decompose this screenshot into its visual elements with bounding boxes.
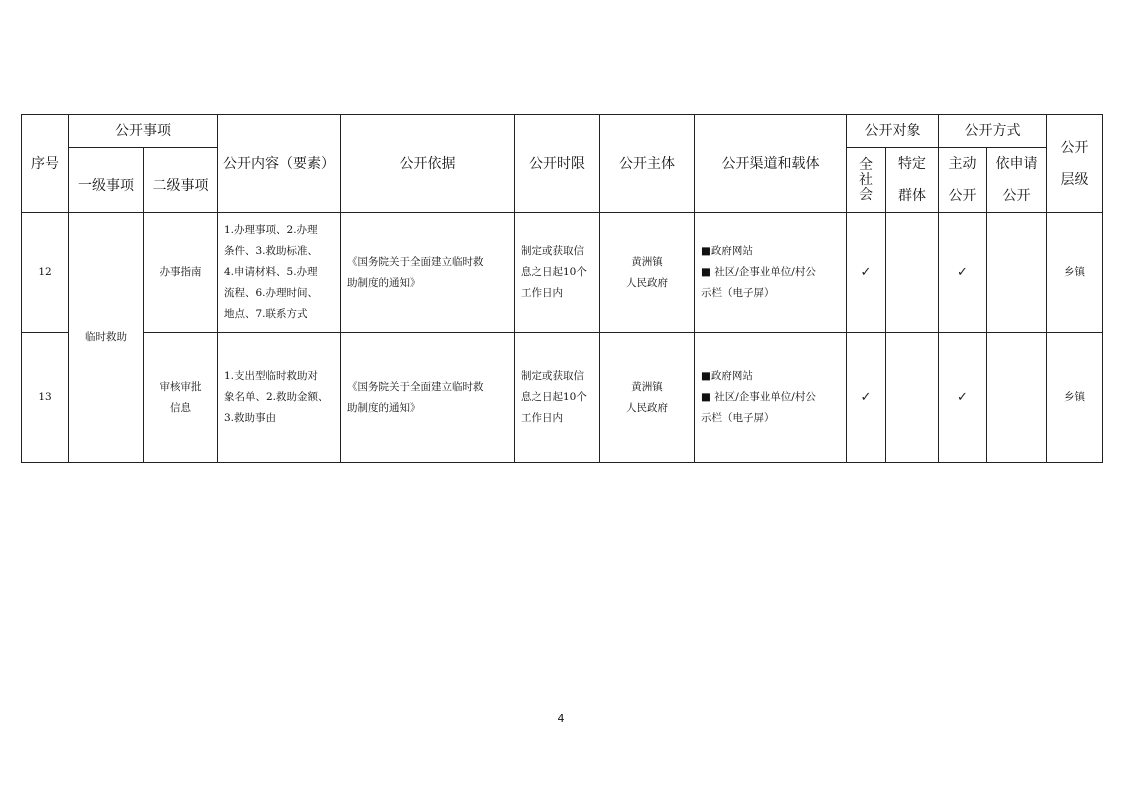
- time-line: 工作日内: [521, 287, 563, 299]
- disclosure-table: [21, 114, 1103, 463]
- row-seq: 13: [22, 333, 69, 463]
- header-method-request-line2: 公开: [1002, 188, 1031, 204]
- content-line: 3.救助事由: [224, 412, 277, 424]
- header-method-active: [939, 148, 987, 213]
- basis-line: 助制度的通知》: [347, 276, 421, 289]
- row-request: [987, 333, 1047, 463]
- content-line: 1.支出型临时救助对: [224, 370, 319, 382]
- row-all-public-check: ✓: [847, 213, 886, 333]
- time-line: 制定或获取信: [521, 370, 584, 382]
- time-line: 制定或获取信: [521, 245, 584, 257]
- header-level: [1047, 115, 1103, 213]
- channel-line: ■政府网站: [701, 370, 753, 382]
- header-target-all: [847, 148, 886, 213]
- row-level: 乡镇: [1047, 213, 1103, 333]
- row-channel: [695, 213, 847, 333]
- subject-line: 人民政府: [626, 276, 668, 289]
- row-active-check: ✓: [939, 333, 987, 463]
- content-line: 1.办理事项、2.办理: [224, 224, 318, 236]
- header-target-group: 公开对象: [847, 115, 939, 148]
- row-subject: [600, 333, 695, 463]
- header-row-1: [22, 115, 1103, 148]
- content-line: 流程、6.办理时间、: [224, 287, 319, 299]
- time-line: 息之日起10个: [521, 391, 587, 403]
- row-request: [987, 213, 1047, 333]
- header-content: 公开内容（要素）: [218, 115, 341, 213]
- header-method-active-line2: 公开: [948, 188, 977, 204]
- header-basis: 公开依据: [341, 115, 515, 213]
- header-method-active-line1: 主动: [948, 156, 977, 172]
- channel-line: 示栏（电子屏）: [701, 287, 775, 299]
- page-number: 4: [557, 712, 565, 725]
- channel-line: ■政府网站: [701, 245, 753, 257]
- content-line: 4.申请材料、5.办理: [224, 266, 318, 278]
- row-level2: 办事指南: [144, 213, 218, 333]
- time-line: 工作日内: [521, 412, 563, 424]
- basis-line: 《国务院关于全面建立临时救: [347, 255, 484, 268]
- subject-line: 黄洲镇: [631, 255, 663, 268]
- row-all-public-check: ✓: [847, 333, 886, 463]
- row-specific: [886, 213, 939, 333]
- header-target-specific-line2: 群体: [898, 188, 926, 204]
- header-level2: 二级事项: [144, 148, 218, 213]
- row-time-limit: [515, 333, 600, 463]
- header-target-specific: [886, 148, 939, 213]
- level2-line: 审核审批: [159, 380, 202, 393]
- level2-line: 信息: [170, 401, 191, 414]
- channel-line: ■ 社区/企事业单位/村公: [701, 266, 816, 278]
- time-line: 息之日起10个: [521, 266, 587, 278]
- row-active-check: ✓: [939, 213, 987, 333]
- row-content: [218, 213, 341, 333]
- content-line: 地点、7.联系方式: [224, 308, 308, 320]
- row-seq: 12: [22, 213, 69, 333]
- header-channel: 公开渠道和载体: [695, 115, 847, 213]
- header-method-request-line1: 依申请: [995, 156, 1038, 172]
- header-seq: 序号: [22, 115, 69, 213]
- header-level-line2: 层级: [1060, 171, 1089, 188]
- row-content: [218, 333, 341, 463]
- header-method-group: 公开方式: [939, 115, 1047, 148]
- row-subject: [600, 213, 695, 333]
- channel-line: 示栏（电子屏）: [701, 412, 775, 424]
- row-basis: [341, 213, 515, 333]
- level1-item: 临时救助: [69, 213, 144, 463]
- row-basis: [341, 333, 515, 463]
- table-row: [22, 333, 1103, 463]
- row-specific: [886, 333, 939, 463]
- header-target-all-text: 全社会: [859, 156, 873, 203]
- row-channel: [695, 333, 847, 463]
- content-line: 条件、3.救助标准、: [224, 245, 319, 257]
- row-time-limit: [515, 213, 600, 333]
- header-target-specific-line1: 特定: [898, 156, 926, 172]
- subject-line: 黄洲镇: [631, 380, 663, 393]
- channel-line: ■ 社区/企事业单位/村公: [701, 391, 816, 403]
- basis-line: 《国务院关于全面建立临时救: [347, 380, 484, 393]
- row-level2: [144, 333, 218, 463]
- basis-line: 助制度的通知》: [347, 401, 421, 414]
- header-item-group: 公开事项: [69, 115, 218, 148]
- header-method-request: [987, 148, 1047, 213]
- header-subject: 公开主体: [600, 115, 695, 213]
- row-level: 乡镇: [1047, 333, 1103, 463]
- header-level-line1: 公开: [1060, 139, 1089, 156]
- header-level1: 一级事项: [69, 148, 144, 213]
- header-time-limit: 公开时限: [515, 115, 600, 213]
- table-row: [22, 213, 1103, 333]
- content-line: 象名单、2.救助金额、: [224, 391, 329, 403]
- subject-line: 人民政府: [626, 401, 668, 414]
